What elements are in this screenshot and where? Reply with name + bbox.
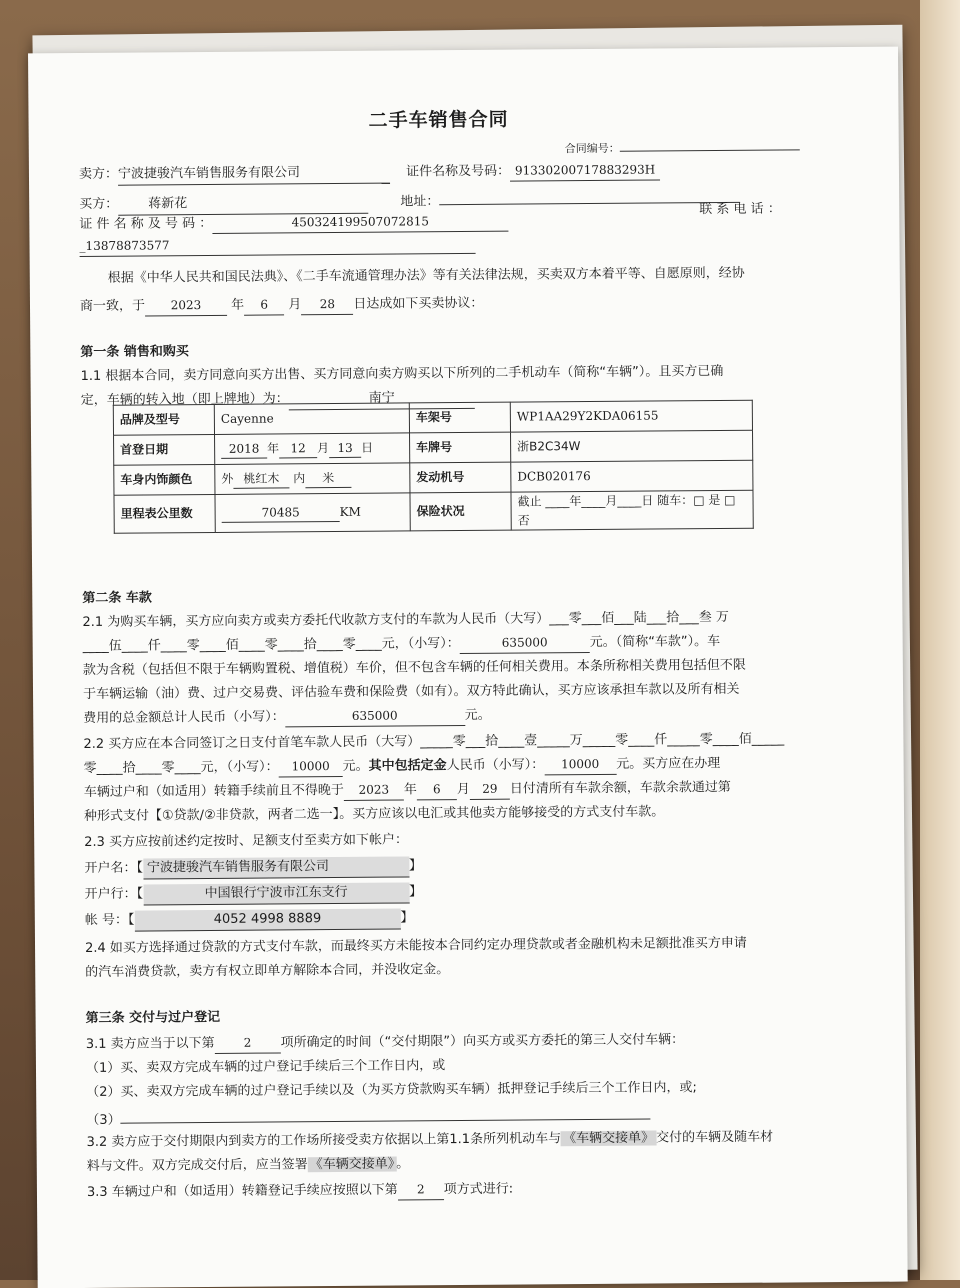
month-label: 月 bbox=[288, 297, 302, 313]
address-field bbox=[439, 186, 739, 205]
clause-3-3 bbox=[87, 1180, 513, 1203]
account-number-label: 帐 号：【 bbox=[84, 912, 135, 928]
account-bank-row bbox=[85, 882, 423, 906]
buyer-name: 蒋新花 bbox=[118, 193, 368, 216]
reg-date-label: 首登日期 bbox=[114, 434, 215, 465]
clause-3-1-option-1: （1）买、卖双方完成车辆的过户登记手续后三个工作日内，或 bbox=[85, 1058, 446, 1076]
option-3-label: （3） bbox=[86, 1112, 121, 1128]
reg-day: 13 bbox=[329, 439, 361, 459]
desk-edge bbox=[920, 0, 960, 1280]
account-bank-label: 开户行：【 bbox=[84, 886, 144, 902]
bracket-close: 】 bbox=[409, 884, 423, 900]
clause-2-4-line-2: 的汽车消费贷款，卖方有权立即单方解除本合同，并没收定金。 bbox=[85, 962, 450, 980]
intro-line-2 bbox=[80, 294, 483, 317]
clause-2-1-line-4: 于车辆运输（油）费、过户交易费、评估验车费和保险费（如有）。双方特此确认，买方应该承担车款以及所有相关 bbox=[82, 681, 740, 703]
address-label: 地址： bbox=[400, 194, 440, 210]
contract-page bbox=[28, 47, 908, 1288]
mileage-label: 里程表公里数 bbox=[114, 494, 215, 533]
engine-value: DCB020176 bbox=[511, 460, 753, 492]
brand-value: Cayenne bbox=[214, 403, 409, 435]
plate-label: 车牌号 bbox=[410, 432, 511, 463]
deposit-number: 10000 bbox=[279, 757, 343, 777]
option-3-field bbox=[121, 1103, 651, 1124]
seller-cert-label: 证件名称及号码： bbox=[406, 163, 511, 180]
clause-3-2-line-2 bbox=[87, 1154, 410, 1177]
exterior-label: 外 bbox=[221, 471, 234, 486]
insurance-label: 保险状况 bbox=[410, 492, 511, 531]
price-words: ____伍____仟____零____佰____零____拾____零____元，（小写）： bbox=[82, 636, 460, 655]
contract-number-label: 合同编号： bbox=[564, 141, 620, 156]
interior-color: 米 bbox=[305, 469, 351, 489]
buyer-cert: 450324199507072815 bbox=[212, 212, 508, 234]
bracket-close: 】 bbox=[408, 858, 422, 874]
article-1-title: 第一条 销售和购买 bbox=[80, 344, 189, 361]
clause-2-1-line-2 bbox=[83, 632, 721, 657]
sign-day: 28 bbox=[301, 295, 353, 315]
article-2-title: 第二条 车款 bbox=[82, 590, 152, 607]
color-value bbox=[215, 463, 410, 495]
due-year: 2023 bbox=[344, 780, 404, 800]
exterior-color: 桃红木 bbox=[233, 469, 289, 489]
reg-year-unit: 年 bbox=[267, 441, 280, 456]
due-suffix: 日付清所有车款余额，车款余款通过第 bbox=[509, 779, 731, 797]
clause-3-1-suffix: 项所确定的时间（“交付期限”）向买方或买方委托的第三人交付车辆： bbox=[280, 1032, 685, 1051]
clause-3-2-line-1 bbox=[86, 1128, 773, 1154]
reg-month-unit: 月 bbox=[317, 440, 330, 455]
engine-label: 发动机号 bbox=[410, 462, 511, 493]
clause-2-2-line-4: 种形式支付【①贷款/②非贷款，两者二选一】。买方应该以电汇或其他卖方能够接受的方式支付车款。 bbox=[83, 804, 665, 824]
bracket-close: 】 bbox=[400, 910, 414, 926]
clause-3-2-suffix: 交付的车辆及随车材 bbox=[655, 1129, 774, 1146]
clause-3-2-sign: 料与文件。双方完成交付后，应当签署 bbox=[86, 1157, 308, 1174]
buyer-phone-row bbox=[79, 234, 475, 257]
account-number: 4052 4998 8889 bbox=[134, 909, 400, 932]
brand-label: 品牌及型号 bbox=[113, 404, 214, 435]
clause-3-1-option-2: （2）买、卖双方完成车辆的过户登记手续以及（为买方贷款购买车辆）抵押登记手续后三个工作日内，或; bbox=[86, 1080, 697, 1100]
clause-3-3-prefix: 3.3 车辆过户和（如适用）转籍登记手续应按照以下第 bbox=[86, 1182, 398, 1200]
seller-name: 宁波捷骏汽车销售服务有限公司 bbox=[118, 163, 390, 186]
transfer-item-number: 2 bbox=[398, 1180, 444, 1200]
contract-number-row bbox=[565, 133, 800, 157]
mileage-value bbox=[215, 493, 410, 533]
clause-2-4-line-1: 2.4 如买方选择通过贷款的方式支付车款，而最终买方未能按本合同约定办理贷款或者金融机构未足额批准买方申请 bbox=[84, 935, 747, 956]
due-year-unit: 年 bbox=[403, 782, 417, 798]
intro-suffix: 日达成如下买卖协议： bbox=[353, 295, 484, 312]
vin-value: WP1AA29Y2KDA06155 bbox=[510, 400, 752, 432]
phone-label: 联 系 电 话 ： bbox=[699, 201, 781, 218]
sign-month: 6 bbox=[244, 295, 284, 315]
deposit-unit: 元。 bbox=[342, 758, 369, 774]
clause-3-3-suffix: 项方式进行: bbox=[443, 1181, 514, 1198]
intro-line-1: 根据《中华人民共和国民法典》、《二手车流通管理办法》等有关法律法规，买卖双方本着平等、自愿原则，经协 bbox=[107, 265, 745, 286]
deposit-amount: 10000 bbox=[544, 755, 616, 775]
color-label: 车身内饰颜色 bbox=[114, 464, 215, 495]
year-label: 年 bbox=[231, 297, 245, 313]
deposit-words: 零____拾____零____元，（小写）： bbox=[83, 759, 279, 777]
handover-form-ref-2: 《车辆交接单》 bbox=[309, 1156, 395, 1173]
clause-3-1-prefix: 3.1 卖方应当于以下第 bbox=[85, 1035, 215, 1052]
clause-2-1-line-1: 2.1 为购买车辆，买方应向卖方或卖方委托代收款方支付的车款为人民币（大写）___零___佰___陆___拾___叁 万 bbox=[82, 609, 729, 631]
sign-year: 2023 bbox=[145, 296, 227, 316]
deposit-included-label: 其中包括定金 bbox=[368, 758, 447, 774]
reg-month: 12 bbox=[279, 439, 317, 459]
mileage-number: 70485 bbox=[222, 503, 340, 524]
price-suffix: 元。（简称“车款”）。车 bbox=[589, 633, 721, 651]
transfer-city: 南宁 bbox=[289, 388, 475, 411]
contract-number-field bbox=[620, 133, 800, 151]
transfer-label: 定，车辆的转入地（即上牌地）为： bbox=[80, 391, 289, 409]
delivery-item-number: 2 bbox=[215, 1033, 281, 1053]
clause-3-2-prefix: 3.2 卖方应于交付期限内到卖方的工作场所接受卖方依据以上第1.1条所列机动车与 bbox=[86, 1131, 562, 1150]
clause-3-1-option-3 bbox=[86, 1103, 650, 1132]
reg-date-value bbox=[215, 433, 410, 465]
due-month-unit: 月 bbox=[456, 781, 470, 798]
clause-2-1-line-5 bbox=[83, 706, 491, 729]
deposit-rmb-label: 人民币（小写）： bbox=[446, 757, 545, 774]
vin-label: 车架号 bbox=[409, 402, 510, 433]
total-unit: 元。 bbox=[464, 707, 491, 724]
account-name-label: 开户名：【 bbox=[84, 860, 143, 876]
clause-1-1-line-1: 1.1 根据本合同，卖方同意向买方出售、买方同意向卖方购买以下所列的二手机动车（简称“车辆”）。且买方已确 bbox=[80, 363, 724, 385]
clause-2-2-line-2 bbox=[84, 754, 721, 779]
total-label: 费用的总金额总计人民币（小写）： bbox=[83, 709, 285, 727]
clause-2-2-line-3 bbox=[84, 778, 731, 803]
account-bank: 中国银行宁波市江东支行 bbox=[143, 882, 409, 905]
vehicle-table bbox=[113, 400, 754, 534]
article-3-title: 第三条 交付与过户登记 bbox=[85, 1009, 221, 1026]
seller-cert: 91330200717883293H bbox=[510, 160, 660, 181]
clause-2-3: 2.3 买方应按前述约定按时、足额支付至卖方如下帐户： bbox=[84, 832, 409, 850]
reg-day-unit: 日 bbox=[361, 440, 374, 455]
seller-row bbox=[79, 160, 660, 186]
clause-3-1 bbox=[86, 1030, 684, 1055]
document-title: 二手车销售合同 bbox=[368, 108, 509, 132]
buyer-cert-label: 证 件 名 称 及 号 码 ： bbox=[79, 215, 213, 233]
intro-prefix: 商一致，于 bbox=[79, 298, 146, 315]
seller-label: 卖方： bbox=[78, 166, 119, 183]
buyer-phone: _13878873577 bbox=[79, 234, 475, 257]
account-name-row bbox=[84, 856, 422, 880]
buyer-label: 买方： bbox=[79, 196, 119, 213]
account-name: 宁波捷骏汽车销售服务有限公司 bbox=[143, 856, 409, 879]
interior-label: 内 bbox=[293, 470, 306, 486]
clause-2-2-line-1: 2.2 买方应在本合同签订之日支付首笔车款人民币（大写）_____零___拾____壹_____万_____零____仟_____零____佰_____ bbox=[83, 731, 785, 753]
due-day: 29 bbox=[470, 780, 510, 800]
reg-year: 2018 bbox=[221, 439, 267, 459]
insurance-value: 截止 ____年____月____日 随车：□ 是 □ 否 bbox=[511, 490, 753, 530]
total-number: 635000 bbox=[285, 706, 465, 727]
deposit-suffix: 元。买方应在办理 bbox=[616, 756, 721, 772]
mileage-unit: KM bbox=[339, 504, 361, 519]
plate-value: 浙B2C34W bbox=[511, 430, 753, 462]
due-label: 车辆过户和（如适用）转籍手续前且不得晚于 bbox=[83, 782, 344, 801]
account-number-row bbox=[85, 908, 414, 932]
clause-3-2-end: 。 bbox=[396, 1156, 410, 1172]
buyer-cert-row bbox=[79, 212, 508, 236]
price-number: 635000 bbox=[460, 633, 590, 654]
handover-form-ref: 《车辆交接单》 bbox=[562, 1130, 655, 1147]
clause-2-1-line-3: 款为含税（包括但不限于车辆购置税、增值税）车价，但不包含车辆的任何相关费用。本条所称相关费用包括但不限 bbox=[82, 657, 746, 679]
due-month: 6 bbox=[417, 780, 457, 800]
table-row bbox=[114, 490, 753, 533]
